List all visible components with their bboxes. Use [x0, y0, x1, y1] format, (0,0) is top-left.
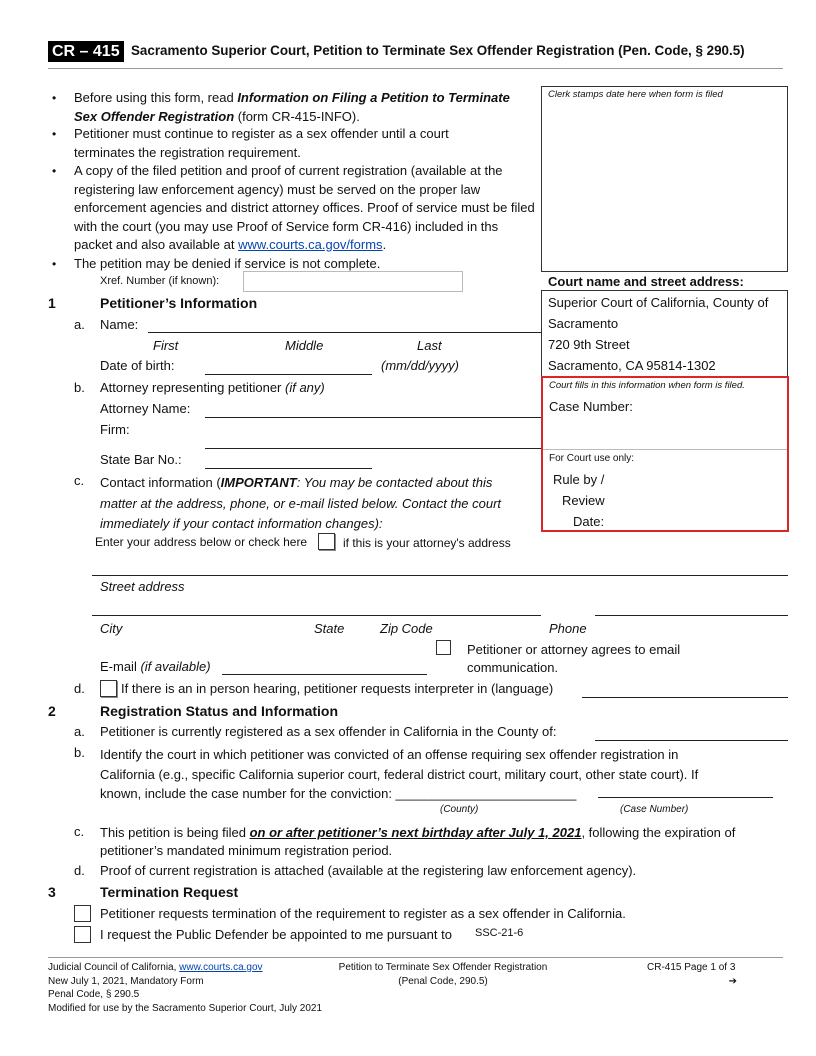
street-address-caption: Street address	[100, 579, 185, 594]
name-field[interactable]	[148, 332, 541, 333]
section-1-title: Petitioner’s Information	[100, 295, 258, 311]
court-address-heading: Court name and street address:	[548, 274, 744, 289]
email-consent-checkbox[interactable]	[436, 640, 451, 655]
registered-county-label: Petitioner is currently registered as a sex offender in California in the County of:	[100, 724, 557, 739]
section-1-number: 1	[48, 295, 56, 311]
bar-number-field[interactable]	[205, 468, 372, 469]
header-rule	[48, 68, 783, 69]
court-line-2: Sacramento	[548, 316, 619, 331]
conviction-court-text: Identify the court in which petitioner was convicted of an offense requiring sex offender registration in California (e.g., specific California superior court, federal district court, military court, other state court). If known, include the case number for the conviction: _________________________	[100, 747, 699, 801]
enter-address-label: Enter your address below or check here	[95, 535, 308, 549]
item-1a-letter: a.	[74, 317, 85, 332]
interpreter-checkbox[interactable]	[100, 680, 117, 697]
firm-label: Firm:	[100, 422, 130, 437]
attorney-heading: Attorney representing petitioner (if any)	[100, 380, 325, 395]
bar-number-label: State Bar No.:	[100, 452, 182, 467]
footer-form-title: Petition to Terminate Sex Offender Registration (Penal Code, 290.5)	[338, 962, 548, 987]
attorney-address-checkbox[interactable]	[318, 533, 335, 550]
review-date-label: Date:	[573, 514, 605, 529]
city-state-zip-field[interactable]	[92, 615, 541, 616]
clerk-stamp-label: Clerk stamps date here when form is filed	[548, 89, 723, 100]
bullet-4: The petition may be denied if service is not complete.	[74, 256, 381, 271]
email-field[interactable]	[222, 674, 427, 675]
next-page-arrow-icon: ➔	[728, 975, 737, 987]
item-1c-letter: c.	[74, 473, 85, 488]
page-title: Sacramento Superior Court, Petition to Terminate Sex Offender Registration (Pen. Code, § 290.5)	[131, 43, 745, 58]
filing-timing-text: This petition is being filed on or after petitioner’s next birthday after July 1, 2021, following the expiration of petitioner’s mandated minimum registration period.	[100, 825, 736, 858]
court-line-4: Sacramento, CA 95814-1302	[548, 358, 716, 373]
footer-page-number: CR-415 Page 1 of 3 ➔	[647, 961, 747, 988]
proof-of-registration-text: Proof of current registration is attached (available at the registering law enforcement agency).	[100, 863, 637, 878]
judicial-council-link[interactable]: www.courts.ca.gov	[179, 962, 263, 973]
name-last-caption: Last	[417, 338, 442, 353]
public-defender-checkbox[interactable]	[74, 926, 91, 943]
case-number-label: Case Number:	[549, 399, 633, 414]
name-middle-caption: Middle	[285, 338, 324, 353]
form-code-badge: CR – 415	[48, 41, 124, 62]
item-2c-letter: c.	[74, 824, 85, 839]
bullet-2: Petitioner must continue to register as a sex offender until a court terminates the registration requirement.	[74, 126, 449, 160]
termination-request-label: Petitioner requests termination of the requirement to register as a sex offender in California.	[100, 906, 626, 921]
clerk-stamp-box	[541, 86, 788, 272]
item-1b-letter: b.	[74, 380, 85, 395]
rule-by-label: Rule by /	[553, 472, 605, 487]
item-2a-letter: a.	[74, 724, 85, 739]
footer-source: Judicial Council of California, www.courts.ca.gov New July 1, 2021, Mandatory Form Penal Code, § 290.5 Modified for use by the Sacramento Superior Court, July 2021	[48, 962, 323, 1014]
court-line-1: Superior Court of California, County of	[548, 295, 769, 310]
item-1d-letter: d.	[74, 681, 85, 696]
section-3-number: 3	[48, 884, 56, 900]
dob-field[interactable]	[205, 374, 372, 375]
item-2b-letter: b.	[74, 745, 85, 760]
city-caption: City	[100, 621, 123, 636]
review-label: Review	[562, 493, 605, 508]
public-defender-label: I request the Public Defender be appointed to me pursuant to	[100, 927, 452, 942]
court-fills-note: Court fills in this information when form is filed.	[549, 380, 745, 391]
contact-instructions: Contact information (IMPORTANT: You may be contacted about this matter at the address, phone, or e-mail listed below. Contact the court immediately if your contact information changes):	[100, 475, 502, 531]
attorney-address-label: if this is your attorney's address	[343, 536, 511, 550]
section-2-number: 2	[48, 703, 56, 719]
court-use-label: For Court use only:	[549, 453, 635, 464]
conviction-case-number-field[interactable]	[598, 797, 773, 798]
section-2-title: Registration Status and Information	[100, 703, 339, 719]
court-address-box	[541, 290, 788, 376]
bullet-1: Before using this form, read Information on Filing a Petition to Terminate Sex Offender Registration (form CR-415-INFO).	[74, 90, 510, 124]
name-label: Name:	[100, 317, 139, 332]
court-line-3: 720 9th Street	[548, 337, 630, 352]
xref-input[interactable]	[243, 271, 463, 292]
firm-field[interactable]	[205, 448, 541, 449]
xref-label: Xref. Number (if known):	[100, 275, 220, 287]
county-caption: (County)	[440, 804, 479, 815]
email-label: E-mail (if available)	[100, 659, 211, 674]
phone-caption: Phone	[549, 621, 587, 636]
bullet-3: A copy of the filed petition and proof of current registration (available at the registering law enforcement agency) must be served on the proper law enforcement agencies and district attorney offices. Proof of service must be filed with the court (you may use Proof of Service form CR-416) included in ths packet and also available at www.courts.ca.gov/forms.	[74, 163, 535, 252]
attorney-name-field[interactable]	[205, 417, 541, 418]
email-consent-label: Petitioner or attorney agrees to email communication.	[467, 642, 681, 675]
public-defender-ref: SSC-21-6	[475, 927, 524, 939]
attorney-name-label: Attorney Name:	[100, 401, 191, 416]
state-caption: State	[314, 621, 345, 636]
case-number-caption: (Case Number)	[620, 804, 689, 815]
dob-format: (mm/dd/yyyy)	[381, 358, 459, 373]
interpreter-language-field[interactable]	[582, 697, 788, 698]
street-address-field[interactable]	[92, 575, 788, 576]
termination-request-checkbox[interactable]	[74, 905, 91, 922]
dob-label: Date of birth:	[100, 358, 175, 373]
case-number-box	[541, 376, 789, 532]
name-first-caption: First	[153, 338, 179, 353]
footer-rule	[48, 957, 783, 958]
forms-link[interactable]: www.courts.ca.gov/forms	[238, 237, 383, 252]
zip-caption: Zip Code	[380, 621, 433, 636]
section-3-title: Termination Request	[100, 884, 239, 900]
registered-county-field[interactable]	[595, 740, 788, 741]
item-2d-letter: d.	[74, 863, 85, 878]
phone-field[interactable]	[595, 615, 788, 616]
interpreter-label: If there is an in person hearing, petitioner requests interpreter in (language)	[121, 681, 554, 696]
